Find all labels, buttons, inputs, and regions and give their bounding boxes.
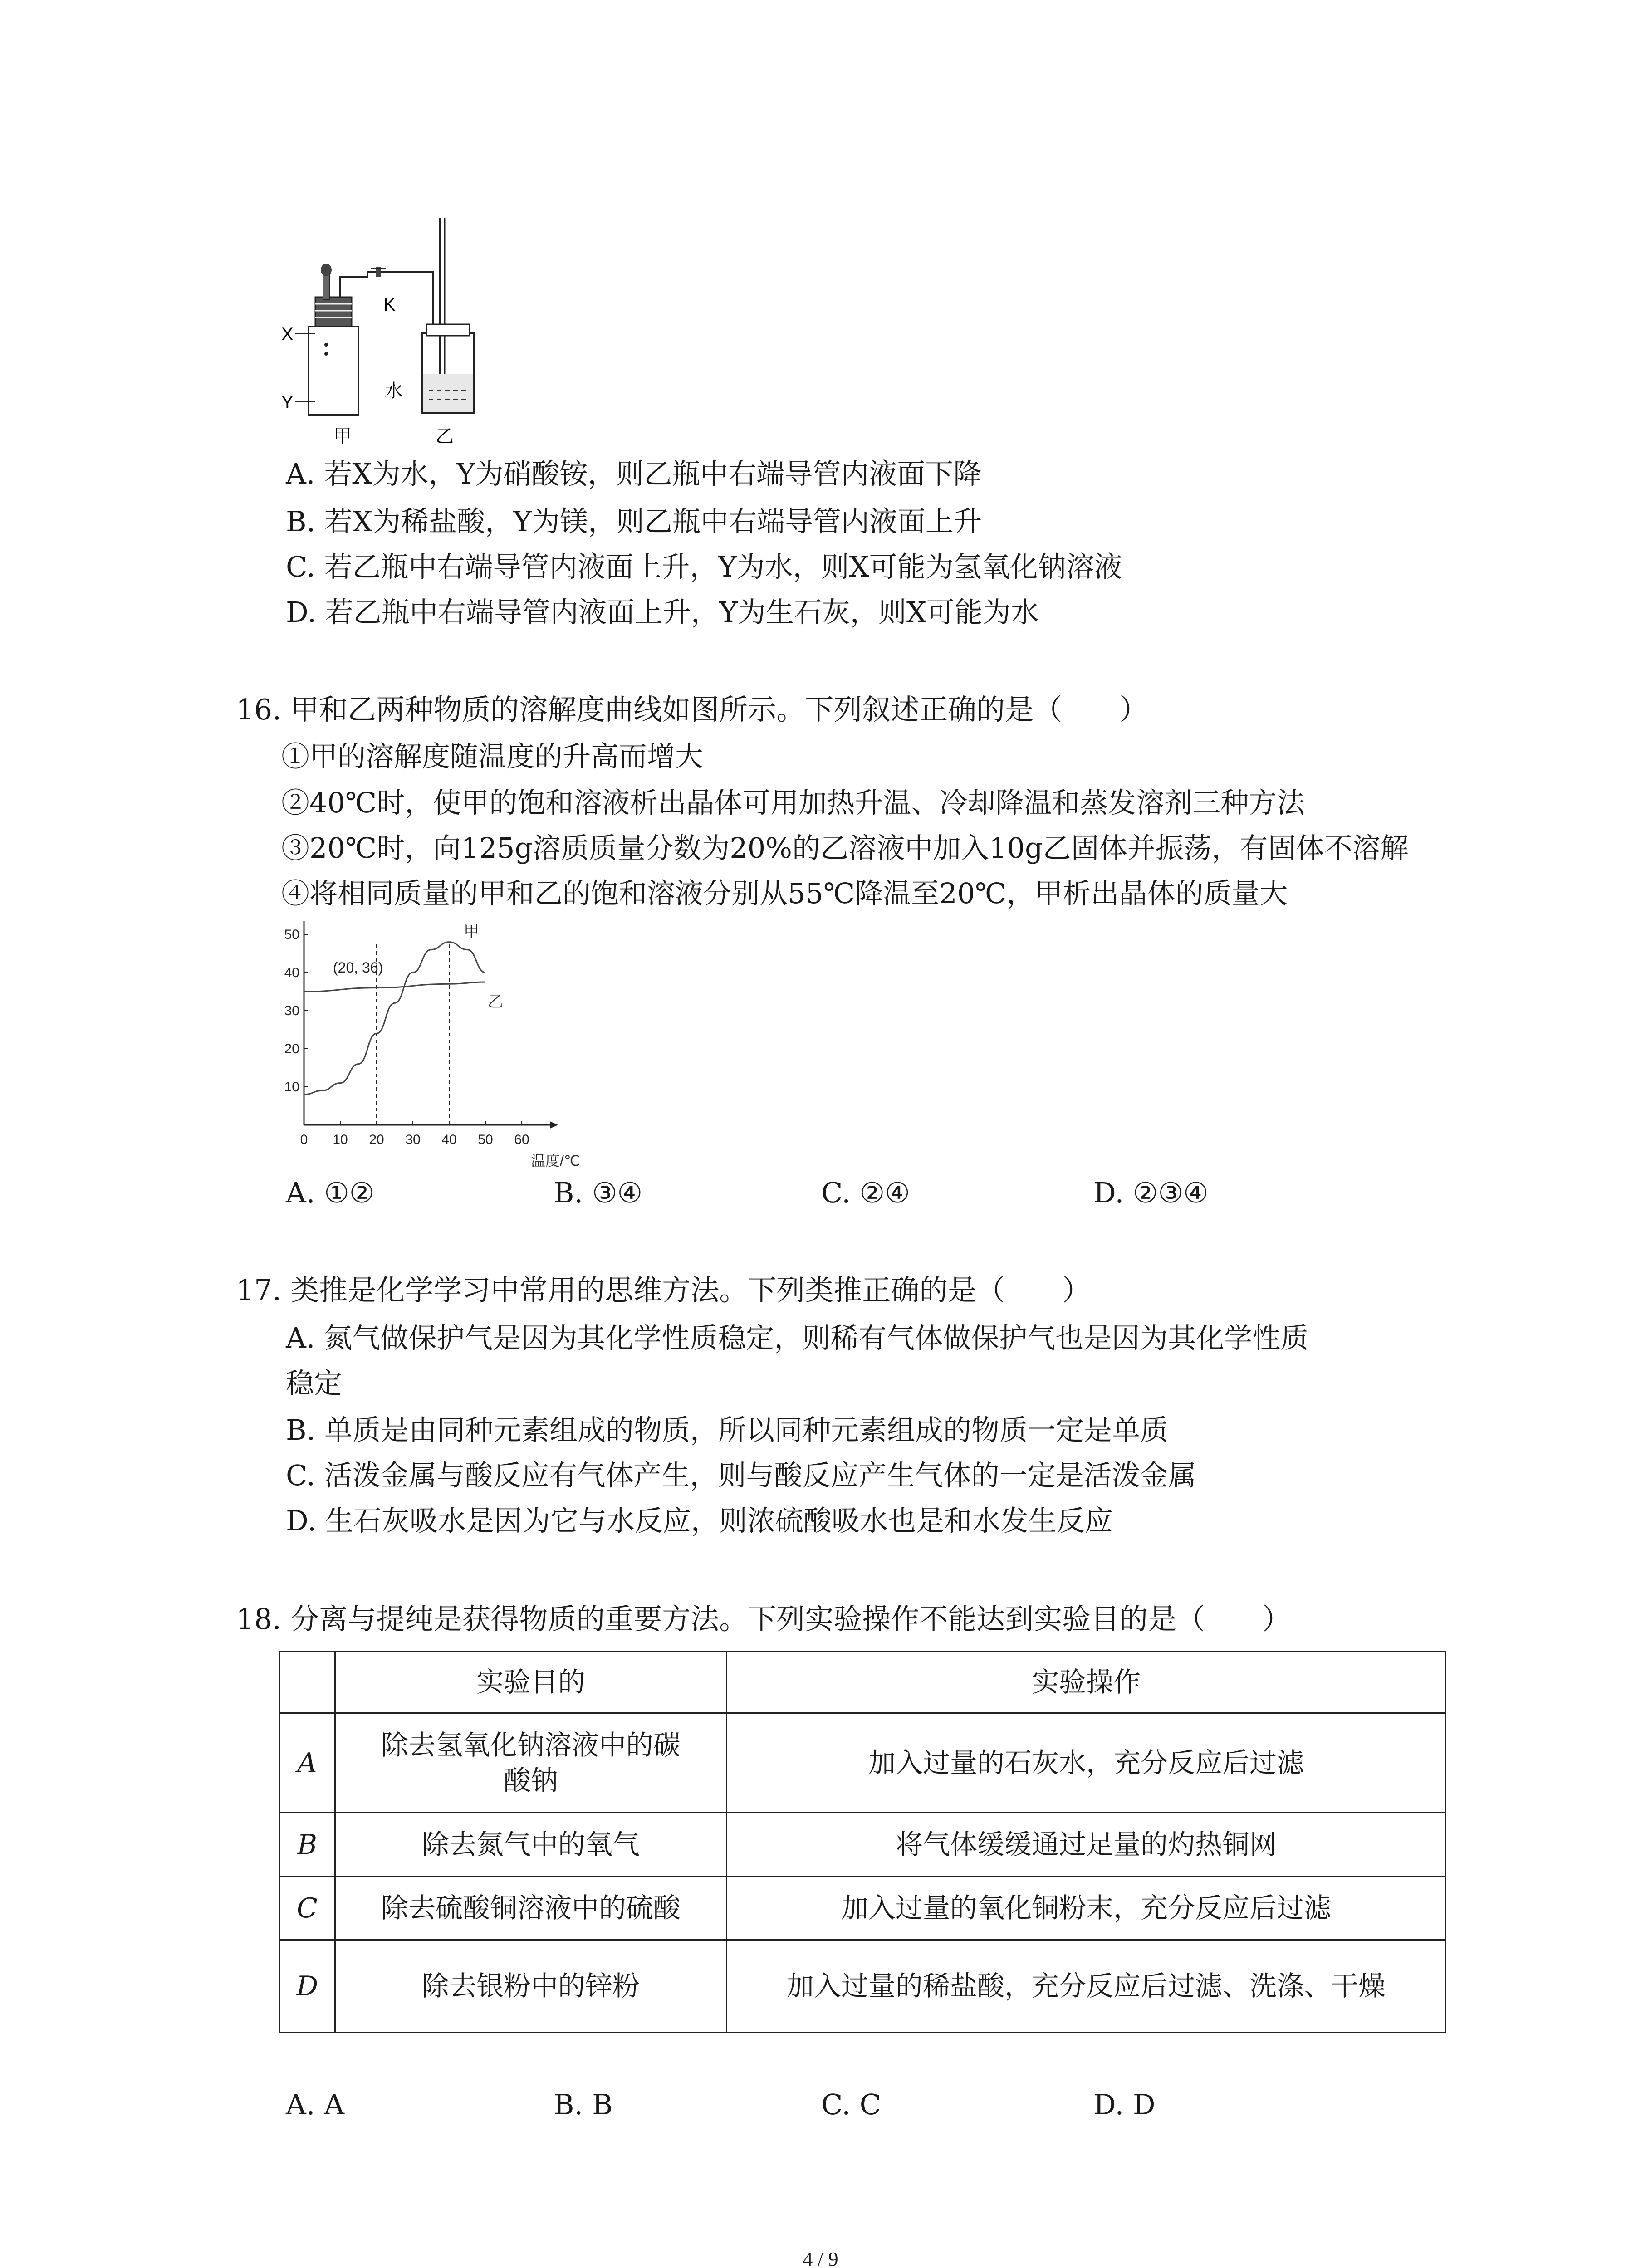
page-number: 4 / 9: [803, 2248, 838, 2268]
table-row: [279, 1940, 1446, 2033]
row-purpose: 除去硫酸铜溶液中的硫酸: [335, 1877, 727, 1940]
y-tick-label: 10: [284, 1080, 299, 1095]
row-purpose: 除去氢氧化钠溶液中的碳酸钠: [335, 1713, 727, 1813]
q18-stem: 18. 分离与提纯是获得物质的重要方法。下列实验操作不能达到实验目的是（ ）: [236, 1603, 1291, 1636]
q18-option-a: A. A: [286, 2088, 344, 2121]
q17-option-b: B. 单质是由同种元素组成的物质，所以同种元素组成的物质一定是单质: [286, 1413, 1168, 1447]
point-annotation: (20, 36): [333, 959, 383, 976]
row-operation: 加入过量的石灰水，充分反应后过滤: [727, 1713, 1446, 1813]
q17-option-d: D. 生石灰吸水是因为它与水反应，则浓硫酸吸水也是和水发生反应: [286, 1504, 1113, 1537]
row-letter: C: [279, 1877, 335, 1940]
series-line-yi: [304, 982, 485, 992]
q18-option-c: C. C: [821, 2088, 882, 2121]
q16-statement-1: ①甲的溶解度随温度的升高而增大: [281, 740, 704, 773]
row-operation: 加入过量的氧化铜粉末，充分反应后过滤: [727, 1877, 1446, 1940]
x-axis-label: 温度/℃: [531, 1153, 580, 1169]
x-tick-label: 50: [478, 1132, 493, 1147]
x-tick-label: 0: [300, 1132, 308, 1147]
table-header-purpose: 实验目的: [335, 1652, 727, 1713]
q16-option-d: D. ②③④: [1093, 1176, 1209, 1209]
q15-option-c: C. 若乙瓶中右端导管内液面上升，Y为水，则X可能为氢氧化钠溶液: [286, 550, 1122, 583]
table-row: [279, 1713, 1446, 1813]
y-tick-label: 30: [284, 1003, 299, 1018]
q17-option-a-cont: 稳定: [286, 1367, 343, 1400]
q15-option-d: D. 若乙瓶中右端导管内液面上升，Y为生石灰，则X可能为水: [286, 596, 1039, 629]
q16-statement-4: ④将相同质量的甲和乙的饱和溶液分别从55℃降温至20℃，甲析出晶体的质量大: [281, 877, 1288, 910]
label-yi: 乙: [436, 426, 454, 446]
solubility-chart: [281, 921, 608, 1175]
table-header-blank: [279, 1652, 335, 1713]
q16-statement-3: ③20℃时，向125g溶质质量分数为20%的乙溶液中加入10g乙固体并振荡，有固体不溶解: [281, 831, 1409, 865]
q17-option-a: A. 氮气做保护气是因为其化学性质稳定，则稀有气体做保护气也是因为其化学性质: [286, 1321, 1309, 1354]
label-y: Y: [281, 392, 294, 412]
series-line-jia: [304, 942, 485, 1095]
x-tick-label: 10: [333, 1132, 348, 1147]
row-purpose: 除去氮气中的氧气: [335, 1813, 727, 1877]
table-row: [279, 1877, 1446, 1940]
y-tick-label: 40: [284, 965, 299, 980]
row-letter: B: [279, 1813, 335, 1877]
y-tick-label: 20: [284, 1041, 299, 1056]
row-letter: A: [279, 1713, 335, 1813]
label-k: K: [383, 295, 396, 315]
q16-option-c: C. ②④: [821, 1176, 910, 1209]
q16-option-a: A. ①②: [286, 1176, 375, 1209]
table-row: [279, 1813, 1446, 1877]
table-header-row: [279, 1652, 1446, 1713]
q17-stem: 17. 类推是化学学习中常用的思维方法。下列类推正确的是（ ）: [236, 1274, 1091, 1307]
x-axis-arrow: [550, 1121, 558, 1129]
experiment-table: [279, 1651, 1446, 2033]
q16-statement-2: ②40℃时，使甲的饱和溶液析出晶体可用加热升温、冷却降温和蒸发溶剂三种方法: [281, 786, 1305, 819]
row-purpose: 除去银粉中的锌粉: [335, 1940, 727, 2033]
q16-stem: 16. 甲和乙两种物质的溶解度曲线如图所示。下列叙述正确的是（ ）: [236, 693, 1148, 726]
row-letter: D: [279, 1940, 335, 2033]
q15-option-b: B. 若X为稀盐酸，Y为镁，则乙瓶中右端导管内液面上升: [286, 505, 982, 538]
label-jia: 甲: [333, 426, 352, 446]
apparatus-figure: [272, 213, 490, 454]
row-operation: 加入过量的稀盐酸，充分反应后过滤、洗涤、干燥: [727, 1940, 1446, 2033]
q15-option-a: A. 若X为水，Y为硝酸铵，则乙瓶中右端导管内液面下降: [286, 457, 982, 490]
row-operation: 将气体缓缓通过足量的灼热铜网: [727, 1813, 1446, 1877]
q16-option-b: B. ③④: [554, 1176, 643, 1209]
label-water: 水: [385, 381, 403, 401]
label-x: X: [281, 324, 294, 344]
q17-option-c: C. 活泼金属与酸反应有气体产生，则与酸反应产生气体的一定是活泼金属: [286, 1459, 1196, 1492]
x-tick-label: 40: [441, 1132, 457, 1147]
series-label-jia: 甲: [464, 923, 479, 940]
y-tick-label: 50: [284, 927, 299, 942]
x-tick-label: 60: [514, 1132, 529, 1147]
x-tick-label: 30: [405, 1132, 421, 1147]
series-label-yi: 乙: [488, 993, 503, 1011]
q18-option-b: B. B: [554, 2088, 613, 2121]
table-header-operation: 实验操作: [727, 1652, 1446, 1713]
x-tick-label: 20: [369, 1132, 384, 1147]
q18-option-d: D. D: [1093, 2088, 1156, 2121]
